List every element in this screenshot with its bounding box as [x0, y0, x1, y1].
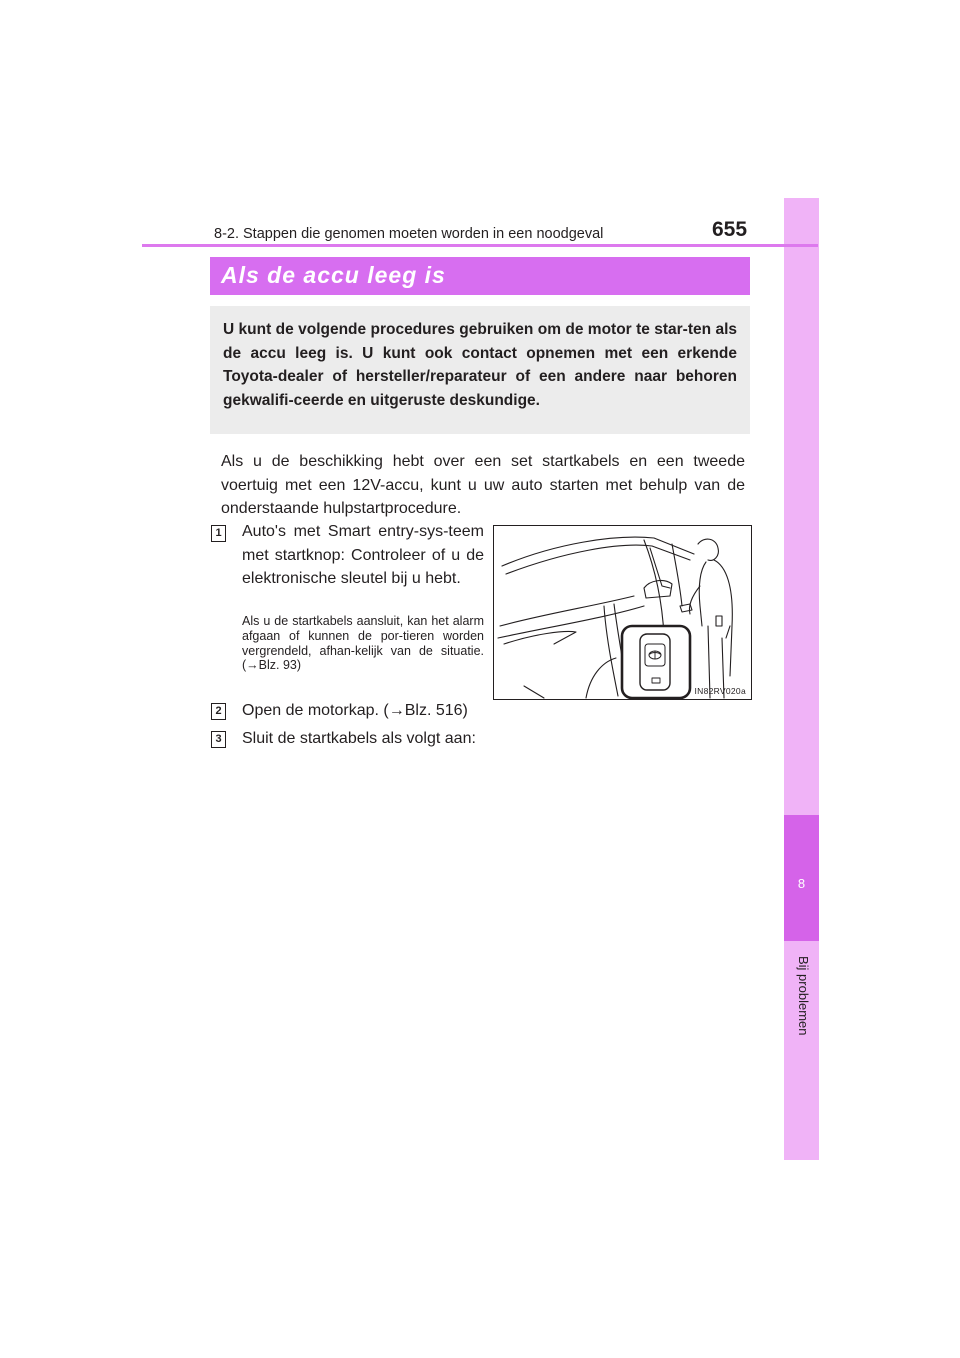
- page-number: 655: [712, 218, 748, 241]
- section-title: 8-2. Stappen die genomen moeten worden in een noodgeval: [214, 226, 604, 242]
- chapter-side-tab[interactable]: [784, 198, 819, 1160]
- step-3-text: Sluit de startkabels als volgt aan:: [242, 730, 476, 747]
- car-door-person-illustration: [494, 526, 751, 699]
- summary-box: [210, 306, 750, 434]
- step-1-text: Auto's met Smart entry-sys-teem met startknop: Controleer of u de elektronische sleutel bij u hebt.: [242, 523, 484, 587]
- section-heading: Als de accu leeg is: [221, 262, 446, 288]
- chapter-label: Bij problemen: [796, 956, 811, 1036]
- figure-code: IN82RV020a: [694, 686, 746, 696]
- section-heading-bar: [210, 257, 750, 295]
- step-3-badge: 3: [211, 731, 226, 748]
- car-illustration: [493, 525, 752, 700]
- header-rule: [142, 244, 818, 247]
- chapter-number: 8: [797, 876, 806, 891]
- intro-paragraph: Als u de beschikking hebt over een set startkabels en een tweede voertuig met een 12V-accu, kunt u uw auto starten met behulp van de onderstaande hulpstartprocedure.: [221, 453, 745, 517]
- step-1-badge: 1: [211, 525, 226, 542]
- step-2-badge: 2: [211, 703, 226, 720]
- summary-text: U kunt de volgende procedures gebruiken om de motor te star-ten als de accu leeg is. U kunt ook contact opnemen met een erkende Toyota-dealer of hersteller/reparateur of een andere naar behoren gekwalifi-ceerde en uitgeruste deskundige.: [223, 321, 737, 409]
- step-1-note: Als u de startkabels aansluit, kan het alarm afgaan of kunnen de por-tieren worden vergrendeld, afhan-kelijk van de situatie.(→Blz. 93): [242, 614, 484, 673]
- step-2-text: Open de motorkap. (→Blz. 516): [242, 702, 468, 719]
